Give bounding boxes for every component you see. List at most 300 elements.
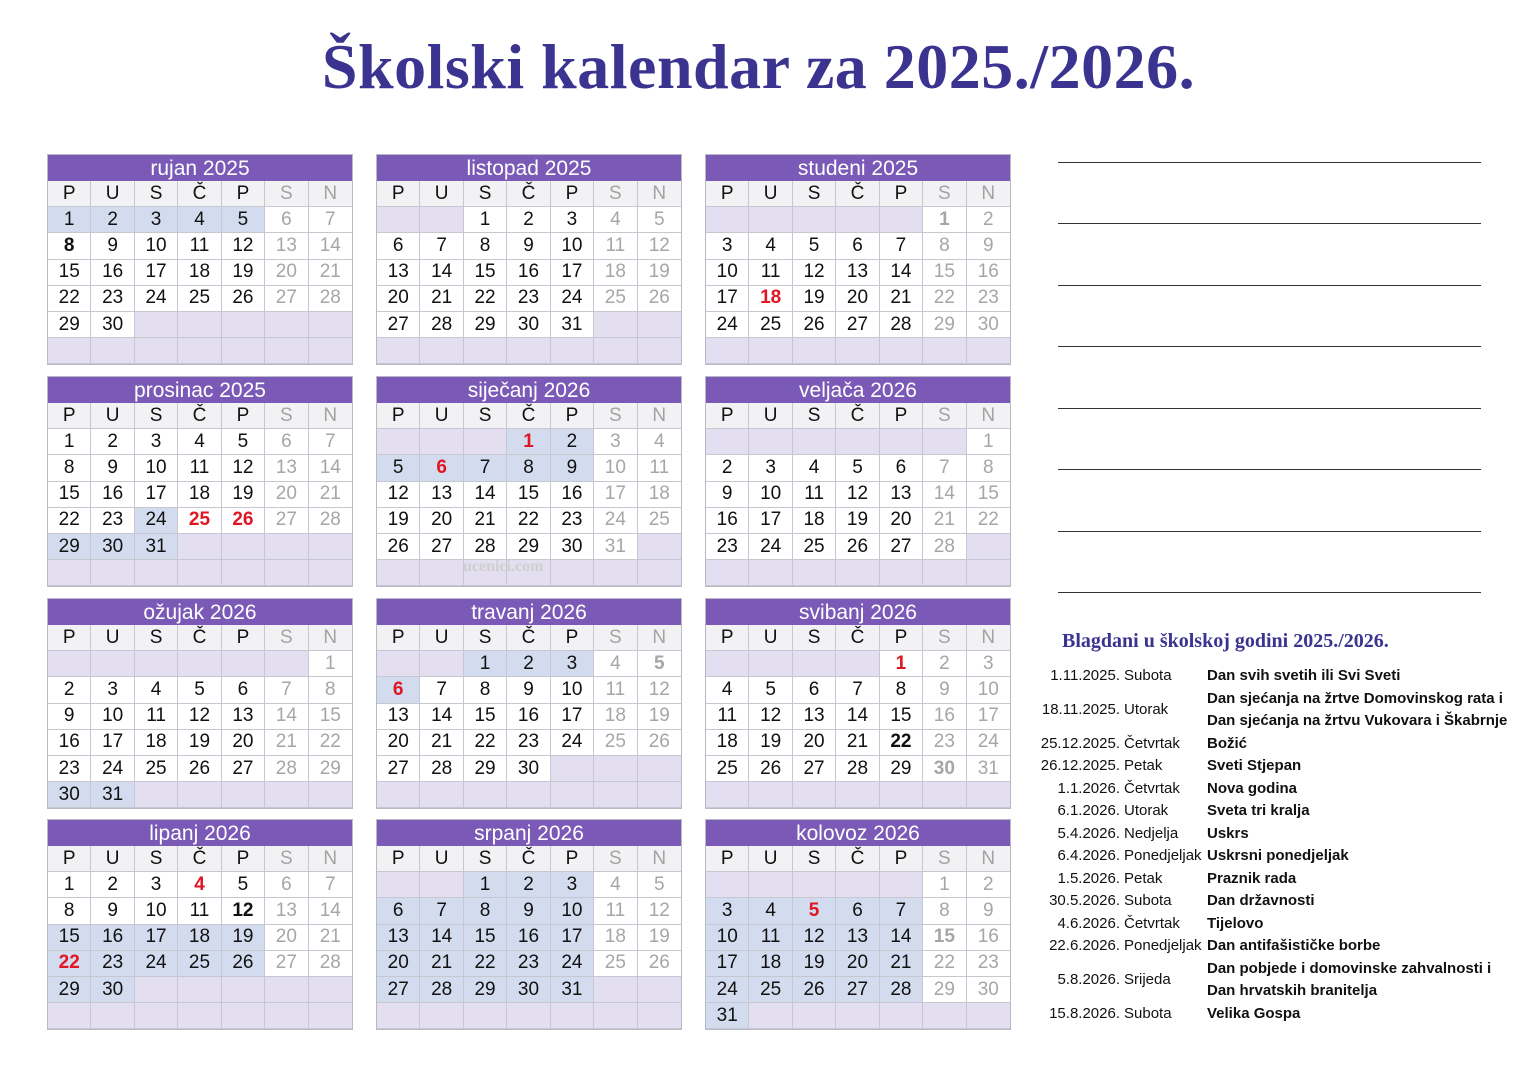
day-cell: 9 <box>551 455 594 481</box>
day-cell: 11 <box>135 704 178 730</box>
day-cell: 11 <box>178 898 221 924</box>
holiday-name: Dan svih svetih ili Svi Sveti <box>1207 667 1401 684</box>
empty-cell <box>222 534 265 560</box>
holiday-date: 1.11.2025. <box>1050 667 1120 684</box>
day-cell: 28 <box>836 756 879 782</box>
day-cell: 21 <box>309 925 352 951</box>
day-cell: 26 <box>638 730 681 756</box>
weekday-label: P <box>377 625 420 651</box>
note-line <box>1058 592 1481 593</box>
month-calendar <box>47 598 353 809</box>
day-cell: 31 <box>594 534 637 560</box>
day-cell: 30 <box>923 756 966 782</box>
day-cell: 15 <box>923 260 966 286</box>
month-header: prosinac 2025 <box>48 377 352 403</box>
day-cell: 5 <box>749 677 792 703</box>
month-calendar <box>376 819 682 1030</box>
day-cell: 6 <box>222 677 265 703</box>
day-cell: 20 <box>377 730 420 756</box>
weekday-label: S <box>594 625 637 651</box>
day-cell: 18 <box>594 260 637 286</box>
day-cell: 17 <box>551 704 594 730</box>
weekday-label: S <box>594 846 637 872</box>
weekday-label: N <box>309 625 352 651</box>
weekday-label: Č <box>836 846 879 872</box>
day-cell: 25 <box>178 508 221 534</box>
day-cell: 7 <box>309 429 352 455</box>
holiday-name: Sveta tri kralja <box>1207 802 1310 819</box>
day-cell: 16 <box>551 482 594 508</box>
day-cell: 23 <box>706 534 749 560</box>
weekday-label: P <box>377 403 420 429</box>
day-cell: 4 <box>178 872 221 898</box>
empty-cell <box>377 560 420 586</box>
day-cell: 9 <box>507 233 550 259</box>
day-cell: 11 <box>594 233 637 259</box>
day-cell: 31 <box>135 534 178 560</box>
empty-cell <box>638 560 681 586</box>
day-cell: 25 <box>135 756 178 782</box>
day-cell: 19 <box>793 951 836 977</box>
day-cell: 29 <box>48 977 91 1003</box>
day-cell: 16 <box>923 704 966 730</box>
day-cell: 23 <box>551 508 594 534</box>
day-cell: 17 <box>706 951 749 977</box>
empty-cell <box>749 560 792 586</box>
day-cell: 10 <box>135 455 178 481</box>
empty-cell <box>594 756 637 782</box>
empty-cell <box>638 338 681 364</box>
day-cell: 25 <box>638 508 681 534</box>
day-cell: 12 <box>222 233 265 259</box>
weekday-label: Č <box>178 181 221 207</box>
day-cell: 10 <box>135 898 178 924</box>
weekday-label: Č <box>178 403 221 429</box>
day-cell: 23 <box>507 730 550 756</box>
weekday-label: S <box>135 181 178 207</box>
day-cell: 20 <box>793 730 836 756</box>
note-line <box>1058 223 1481 224</box>
day-cell: 17 <box>551 925 594 951</box>
empty-cell <box>48 338 91 364</box>
day-cell: 25 <box>749 312 792 338</box>
day-cell: 15 <box>967 482 1010 508</box>
weekday-label: S <box>923 181 966 207</box>
empty-cell <box>91 651 134 677</box>
day-cell: 10 <box>706 925 749 951</box>
holiday-date: 4.6.2026. <box>1057 914 1120 932</box>
holiday-date: 1.1.2026. <box>1057 779 1120 797</box>
weekday-label: S <box>265 403 308 429</box>
empty-cell <box>420 429 463 455</box>
day-cell: 5 <box>638 651 681 677</box>
weekday-label: P <box>706 403 749 429</box>
holiday-weekday: Petak <box>1124 757 1163 774</box>
empty-cell <box>420 1003 463 1029</box>
day-cell: 23 <box>967 951 1010 977</box>
day-cell: 29 <box>880 756 923 782</box>
holiday-date: 6.1.2026. <box>1057 802 1120 819</box>
empty-cell <box>594 1003 637 1029</box>
holiday-name: Dan državnosti <box>1207 892 1315 909</box>
empty-cell <box>638 534 681 560</box>
holiday-name: Dan sjećanja na žrtvu Vukovara i Škabrnje <box>1207 711 1508 729</box>
month-header: listopad 2025 <box>377 155 681 181</box>
empty-cell <box>265 977 308 1003</box>
weekday-label: N <box>967 846 1010 872</box>
day-cell: 6 <box>265 429 308 455</box>
day-cell: 10 <box>594 455 637 481</box>
day-cell: 5 <box>222 429 265 455</box>
day-cell: 28 <box>265 756 308 782</box>
day-cell: 17 <box>749 508 792 534</box>
weekday-label: Č <box>836 625 879 651</box>
month-header: kolovoz 2026 <box>706 820 1010 846</box>
day-cell: 28 <box>309 508 352 534</box>
day-cell: 11 <box>594 677 637 703</box>
empty-cell <box>594 312 637 338</box>
holiday-name: Velika Gospa <box>1207 1004 1301 1022</box>
day-cell: 7 <box>309 872 352 898</box>
empty-cell <box>923 338 966 364</box>
day-cell: 22 <box>923 951 966 977</box>
empty-cell <box>135 651 178 677</box>
day-cell: 28 <box>309 951 352 977</box>
day-cell: 30 <box>507 756 550 782</box>
empty-cell <box>48 560 91 586</box>
day-cell: 8 <box>923 898 966 924</box>
day-cell: 22 <box>48 286 91 312</box>
day-cell: 10 <box>551 677 594 703</box>
day-cell: 1 <box>48 429 91 455</box>
day-cell: 21 <box>420 951 463 977</box>
day-cell: 7 <box>880 233 923 259</box>
weekday-label: N <box>309 403 352 429</box>
empty-cell <box>507 1003 550 1029</box>
empty-cell <box>638 977 681 1003</box>
empty-cell <box>594 977 637 1003</box>
day-cell: 31 <box>91 782 134 808</box>
holiday-date: 18.11.2025. <box>1041 700 1120 718</box>
day-cell: 7 <box>265 677 308 703</box>
day-cell: 5 <box>222 872 265 898</box>
day-cell: 20 <box>377 951 420 977</box>
empty-cell <box>420 651 463 677</box>
day-cell: 27 <box>836 977 879 1003</box>
note-line <box>1058 346 1481 347</box>
day-cell: 5 <box>377 455 420 481</box>
day-cell: 24 <box>551 730 594 756</box>
day-cell: 7 <box>420 898 463 924</box>
day-cell: 20 <box>265 925 308 951</box>
empty-cell <box>48 1003 91 1029</box>
day-cell: 10 <box>967 677 1010 703</box>
weekday-label: P <box>222 846 265 872</box>
month-calendar <box>47 376 353 587</box>
month-calendar <box>705 154 1011 365</box>
empty-cell <box>377 782 420 808</box>
day-cell: 30 <box>91 534 134 560</box>
day-cell: 5 <box>638 207 681 233</box>
empty-cell <box>135 560 178 586</box>
holiday-date: 6.4.2026. <box>1057 847 1120 864</box>
weekday-label: N <box>309 181 352 207</box>
day-cell: 9 <box>923 677 966 703</box>
day-cell: 11 <box>178 455 221 481</box>
empty-cell <box>836 651 879 677</box>
day-cell: 11 <box>706 704 749 730</box>
day-cell: 17 <box>706 286 749 312</box>
weekday-label: S <box>464 181 507 207</box>
empty-cell <box>265 534 308 560</box>
day-cell: 9 <box>91 233 134 259</box>
day-cell: 27 <box>880 534 923 560</box>
day-cell: 16 <box>91 925 134 951</box>
empty-cell <box>178 782 221 808</box>
empty-cell <box>309 534 352 560</box>
day-cell: 16 <box>48 730 91 756</box>
weekday-label: P <box>48 181 91 207</box>
month-header: ožujak 2026 <box>48 599 352 625</box>
day-cell: 22 <box>48 508 91 534</box>
day-cell: 23 <box>507 286 550 312</box>
day-cell: 15 <box>309 704 352 730</box>
holiday-weekday: Srijeda <box>1124 970 1171 988</box>
day-cell: 24 <box>551 951 594 977</box>
day-cell: 22 <box>48 951 91 977</box>
empty-cell <box>377 338 420 364</box>
day-cell: 9 <box>91 898 134 924</box>
day-cell: 19 <box>638 704 681 730</box>
holiday-weekday: Četvrtak <box>1124 734 1180 752</box>
note-line <box>1058 285 1481 286</box>
day-cell: 18 <box>135 730 178 756</box>
weekday-label: Č <box>507 181 550 207</box>
day-cell: 24 <box>91 756 134 782</box>
day-cell: 11 <box>638 455 681 481</box>
empty-cell <box>464 1003 507 1029</box>
day-cell: 18 <box>594 925 637 951</box>
day-cell: 14 <box>420 925 463 951</box>
day-cell: 1 <box>48 207 91 233</box>
holiday-date: 5.4.2026. <box>1057 824 1120 842</box>
day-cell: 20 <box>880 508 923 534</box>
day-cell: 29 <box>464 312 507 338</box>
weekday-label: P <box>222 181 265 207</box>
empty-cell <box>91 338 134 364</box>
day-cell: 29 <box>48 312 91 338</box>
day-cell: 1 <box>507 429 550 455</box>
day-cell: 3 <box>135 207 178 233</box>
day-cell: 27 <box>377 977 420 1003</box>
month-calendar <box>376 376 682 587</box>
empty-cell <box>222 560 265 586</box>
holiday-name: Dan antifašističke borbe <box>1207 937 1381 954</box>
day-cell: 21 <box>309 482 352 508</box>
day-cell: 5 <box>836 455 879 481</box>
day-cell: 14 <box>464 482 507 508</box>
weekday-label: P <box>880 625 923 651</box>
day-cell: 26 <box>638 286 681 312</box>
empty-cell <box>420 207 463 233</box>
day-cell: 23 <box>507 951 550 977</box>
weekday-label: U <box>91 846 134 872</box>
day-cell: 5 <box>793 898 836 924</box>
day-cell: 8 <box>507 455 550 481</box>
day-cell: 18 <box>178 260 221 286</box>
empty-cell <box>377 872 420 898</box>
empty-cell <box>309 312 352 338</box>
day-cell: 20 <box>836 286 879 312</box>
holiday-date: 1.5.2026. <box>1057 869 1120 887</box>
empty-cell <box>594 782 637 808</box>
day-cell: 3 <box>91 677 134 703</box>
day-cell: 24 <box>749 534 792 560</box>
holiday-name: Sveti Stjepan <box>1207 757 1302 774</box>
day-cell: 8 <box>967 455 1010 481</box>
day-cell: 3 <box>594 429 637 455</box>
day-cell: 29 <box>309 756 352 782</box>
empty-cell <box>222 312 265 338</box>
day-cell: 24 <box>594 508 637 534</box>
empty-cell <box>265 338 308 364</box>
holiday-weekday: Ponedjeljak <box>1124 937 1202 954</box>
empty-cell <box>880 782 923 808</box>
weekday-label: P <box>222 403 265 429</box>
empty-cell <box>706 207 749 233</box>
day-cell: 24 <box>135 286 178 312</box>
day-cell: 3 <box>135 429 178 455</box>
empty-cell <box>967 534 1010 560</box>
day-cell: 1 <box>464 651 507 677</box>
day-cell: 30 <box>91 977 134 1003</box>
empty-cell <box>551 560 594 586</box>
day-cell: 5 <box>178 677 221 703</box>
day-cell: 7 <box>309 207 352 233</box>
day-cell: 16 <box>91 260 134 286</box>
weekday-label: P <box>377 846 420 872</box>
day-cell: 29 <box>507 534 550 560</box>
day-cell: 16 <box>507 260 550 286</box>
weekday-label: S <box>265 181 308 207</box>
day-cell: 21 <box>880 951 923 977</box>
day-cell: 26 <box>793 977 836 1003</box>
holiday-weekday: Petak <box>1124 869 1163 887</box>
empty-cell <box>551 338 594 364</box>
day-cell: 14 <box>309 233 352 259</box>
day-cell: 26 <box>222 951 265 977</box>
day-cell: 17 <box>594 482 637 508</box>
month-header: srpanj 2026 <box>377 820 681 846</box>
holiday-name: Praznik rada <box>1207 869 1297 887</box>
day-cell: 12 <box>377 482 420 508</box>
day-cell: 6 <box>793 677 836 703</box>
empty-cell <box>793 338 836 364</box>
weekday-label: S <box>793 181 836 207</box>
day-cell: 17 <box>91 730 134 756</box>
day-cell: 16 <box>706 508 749 534</box>
empty-cell <box>793 872 836 898</box>
day-cell: 15 <box>48 925 91 951</box>
empty-cell <box>880 560 923 586</box>
day-cell: 29 <box>48 534 91 560</box>
day-cell: 8 <box>464 677 507 703</box>
day-cell: 4 <box>749 898 792 924</box>
day-cell: 4 <box>594 651 637 677</box>
day-cell: 3 <box>706 233 749 259</box>
day-cell: 4 <box>178 429 221 455</box>
day-cell: 2 <box>923 651 966 677</box>
day-cell: 21 <box>309 260 352 286</box>
day-cell: 2 <box>91 872 134 898</box>
empty-cell <box>377 1003 420 1029</box>
day-cell: 6 <box>377 233 420 259</box>
day-cell: 19 <box>222 482 265 508</box>
day-cell: 28 <box>420 977 463 1003</box>
holiday-name: Božić <box>1207 734 1248 752</box>
page-title: Školski kalendar za 2025./2026. <box>321 31 1196 102</box>
month-calendar <box>376 598 682 809</box>
weekday-label: N <box>967 403 1010 429</box>
day-cell: 8 <box>464 898 507 924</box>
day-cell: 27 <box>836 312 879 338</box>
holiday-weekday: Četvrtak <box>1124 779 1180 797</box>
day-cell: 24 <box>135 508 178 534</box>
day-cell: 3 <box>967 651 1010 677</box>
empty-cell <box>749 651 792 677</box>
day-cell: 12 <box>793 260 836 286</box>
weekday-label: S <box>594 403 637 429</box>
weekday-label: N <box>967 625 1010 651</box>
empty-cell <box>749 429 792 455</box>
weekday-label: Č <box>507 846 550 872</box>
day-cell: 22 <box>967 508 1010 534</box>
day-cell: 28 <box>923 534 966 560</box>
day-cell: 27 <box>420 534 463 560</box>
empty-cell <box>923 560 966 586</box>
holiday-name: Tijelovo <box>1207 914 1264 932</box>
day-cell: 27 <box>377 756 420 782</box>
empty-cell <box>222 782 265 808</box>
empty-cell <box>923 782 966 808</box>
holiday-weekday: Subota <box>1124 892 1172 909</box>
weekday-label: U <box>420 846 463 872</box>
day-cell: 12 <box>836 482 879 508</box>
day-cell: 30 <box>91 312 134 338</box>
day-cell: 19 <box>222 260 265 286</box>
day-cell: 17 <box>135 260 178 286</box>
empty-cell <box>377 207 420 233</box>
empty-cell <box>178 651 221 677</box>
empty-cell <box>793 207 836 233</box>
month-calendar <box>705 819 1011 1030</box>
day-cell: 19 <box>749 730 792 756</box>
day-cell: 13 <box>265 898 308 924</box>
day-cell: 25 <box>594 951 637 977</box>
weekday-label: P <box>880 181 923 207</box>
day-cell: 2 <box>551 429 594 455</box>
day-cell: 16 <box>967 925 1010 951</box>
day-cell: 28 <box>420 312 463 338</box>
holiday-name: Uskrsni ponedjeljak <box>1207 847 1349 864</box>
day-cell: 7 <box>880 898 923 924</box>
day-cell: 22 <box>880 730 923 756</box>
empty-cell <box>135 338 178 364</box>
weekday-label: S <box>135 846 178 872</box>
empty-cell <box>464 782 507 808</box>
holidays-title: Blagdani u školskoj godini 2025./2026. <box>1062 630 1389 652</box>
day-cell: 13 <box>836 260 879 286</box>
